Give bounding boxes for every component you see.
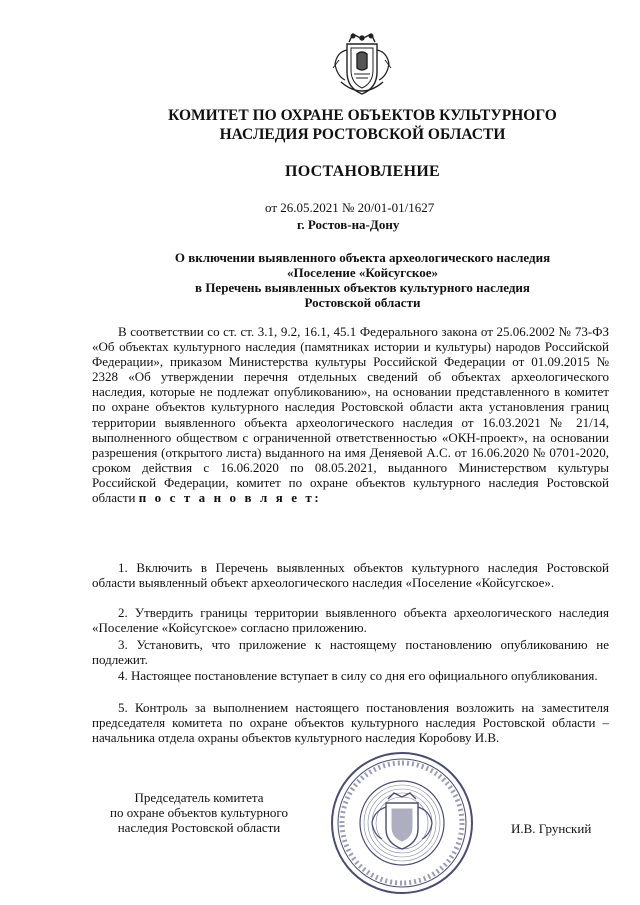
- subject-line1: О включении выявленного объекта археологического наследия: [174, 250, 551, 265]
- subject-line4: Ростовской области: [304, 295, 421, 310]
- list-item-5: 5. Контроль за выполнением настоящего постановления возложить на заместителя председателя комитета по охране объектов культурного наследия Ростовской области – начальника отдела охраны объектов культурного наследия Коробову И.В.: [92, 700, 609, 746]
- signatory-position-line1: Председатель комитета: [134, 790, 264, 805]
- preamble-text: В соответствии со ст. ст. 3.1, 9.2, 16.1, 45.1 Федерального закона от 25.06.2002 № 73-ФЗ «Об объектах культурного наследия (памятниках истории и культуры) народов Российской Федерации», приказом Министерства культуры Российской Федерации от 01.09.2015 № 2328 «Об утверждении перечня отдельных сведений об объектах археологического наследия, которые не подлежат опубликованию», на основании представленного в комитет по охране объектов культурного наследия Ростовской области акта установления границ территории выявленного объекта археологического наследия от 16.03.2021 № 21/14, выполненного обществом с ограниченной ответственностью «ОКН-проект», на основании разрешения (открытого листа) выданного на имя Деняевой А.С. от 16.06.2020 № 0701-2020, сроком действия с 16.06.2020 по 08.05.2021, выданного Министерством культуры Российской Федерации, комитет по охране объектов культурного наследия Ростовской области: [92, 324, 609, 506]
- document-date-number: от 26.05.2021 № 20/01-01/1627: [265, 200, 435, 215]
- subject-line2: «Поселение «Койсугское»: [286, 265, 438, 280]
- coat-of-arms-icon: [331, 30, 393, 100]
- organization-name-line2: НАСЛЕДИЯ РОСТОВСКОЙ ОБЛАСТИ: [219, 126, 506, 143]
- list-item-1: 1. Включить в Перечень выявленных объектов культурного наследия Ростовской области выявленный объект археологического наследия «Поселение «Койсугское».: [92, 560, 609, 591]
- signatory-position: [92, 790, 306, 835]
- list-item-3: 3. Установить, что приложение к настоящему постановлению опубликованию не подлежит.: [92, 637, 609, 668]
- subject-line3: в Перечень выявленных объектов культурного наследия: [195, 280, 530, 295]
- organization-name-line1: КОМИТЕТ ПО ОХРАНЕ ОБЪЕКТОВ КУЛЬТУРНОГО: [168, 107, 557, 124]
- decree-word: п о с т а н о в л я е т:: [138, 490, 322, 506]
- signatory-name: И.В. Грунский: [511, 821, 592, 836]
- document-type-title: ПОСТАНОВЛЕНИЕ: [284, 163, 441, 180]
- signatory-position-line2: по охране объектов культурного: [110, 805, 288, 820]
- preamble-paragraph: [92, 324, 609, 505]
- list-item-4: 4. Настоящее постановление вступает в силу со дня его официального опубликования.: [118, 668, 598, 683]
- list-item-2: 2. Утвердить границы территории выявленного объекта археологического наследия «Поселение «Койсугское» согласно приложению.: [92, 605, 609, 636]
- official-seal-icon: [328, 749, 476, 897]
- document-city: г. Ростов-на-Дону: [297, 217, 400, 232]
- signatory-position-line3: наследия Ростовской области: [117, 820, 281, 835]
